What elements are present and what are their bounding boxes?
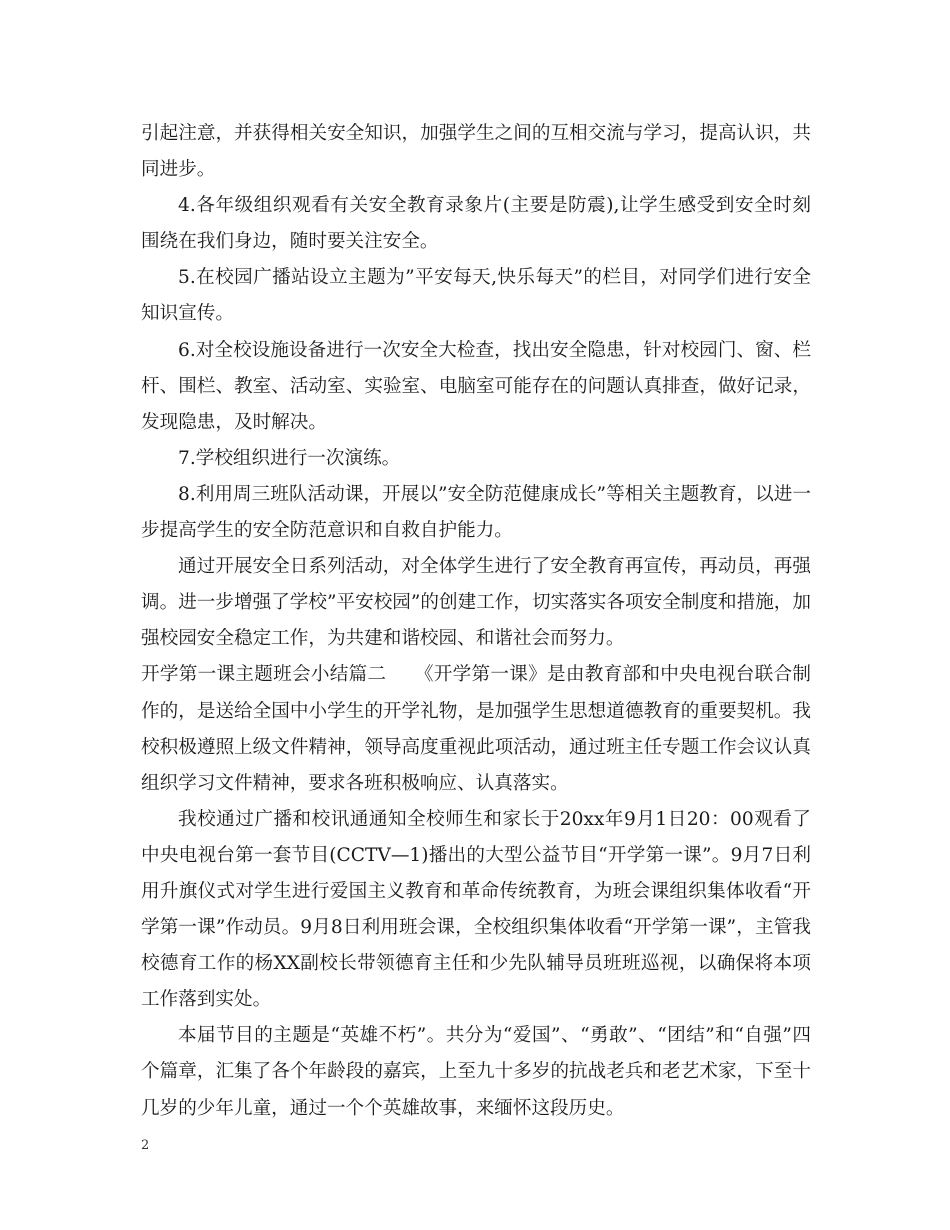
paragraph-item-6: 6.对全校设施设备进行一次安全大检查，找出安全隐患，针对校园门、窗、栏杆、围栏、教室、活动室、实验室、电脑室可能存在的问题认真排查，做好记录，发现隐患，及时解决。 xyxy=(141,339,811,433)
paragraph-item-4: 4.各年级组织观看有关安全教育录象片(主要是防震),让学生感受到安全时刻围绕在我们身边，随时要关注安全。 xyxy=(141,195,811,253)
paragraph-summary: 通过开展安全日系列活动，对全体学生进行了安全教育再宣传，再动员，再强调。进一步增强了学校”平安校园”的创建工作，切实落实各项安全制度和措施，加强校园安全稳定工作，为共建和谐校园、和谐社会而努力。 xyxy=(141,556,811,650)
paragraph-continuation: 引起注意，并获得相关安全知识，加强学生之间的互相交流与学习，提高认识，共同进步。 xyxy=(141,123,811,181)
paragraph-program-theme: 本届节目的主题是“英雄不朽”。共分为“爱国”、“勇敢”、“团结”和“自强”四个篇章，汇集了各个年龄段的嘉宾，上至九十多岁的抗战老兵和老艺术家，下至十几岁的少年儿童，通过一个个英雄故事，来缅怀这段历史。 xyxy=(141,1025,811,1119)
paragraph-broadcast-notice: 我校通过广播和校讯通通知全校师生和家长于20xx年9月1日20：00观看了中央电视台第一套节目(CCTV—1)播出的大型公益节目“开学第一课”。9月7日利用升旗仪式对学生进行爱国主义教育和革命传统教育，为班会课组织集体收看“开学第一课”作动员。9月8日利用班会课，全校组织集体收看“开学第一课”，主管我校德育工作的杨XX副校长带领德育主任和少先队辅导员班班巡视，以确保将本项工作落到实处。 xyxy=(141,808,811,1011)
paragraph-item-7: 7.学校组织进行一次演练。 xyxy=(178,447,401,469)
page-number: 2 xyxy=(141,1138,150,1153)
paragraph-item-8: 8.利用周三班队活动课，开展以”安全防范健康成长”等相关主题教育，以进一步提高学生的安全防范意识和自救自护能力。 xyxy=(141,483,811,542)
paragraph-item-5: 5.在校园广播站设立主题为”平安每天,快乐每天”的栏目，对同学们进行安全知识宣传。 xyxy=(141,267,811,325)
document-body xyxy=(141,116,811,1127)
paragraph-section-two-intro: 开学第一课主题班会小结篇二 《开学第一课》是由教育部和中央电视台联合制作的，是送给全国中小学生的开学礼物，是加强学生思想道德教育的重要契机。我校积极遵照上级文件精神，领导高度重视此项活动，通过班主任专题工作会议认真组织学习文件精神，要求各班积极响应、认真落实。 xyxy=(141,664,811,794)
